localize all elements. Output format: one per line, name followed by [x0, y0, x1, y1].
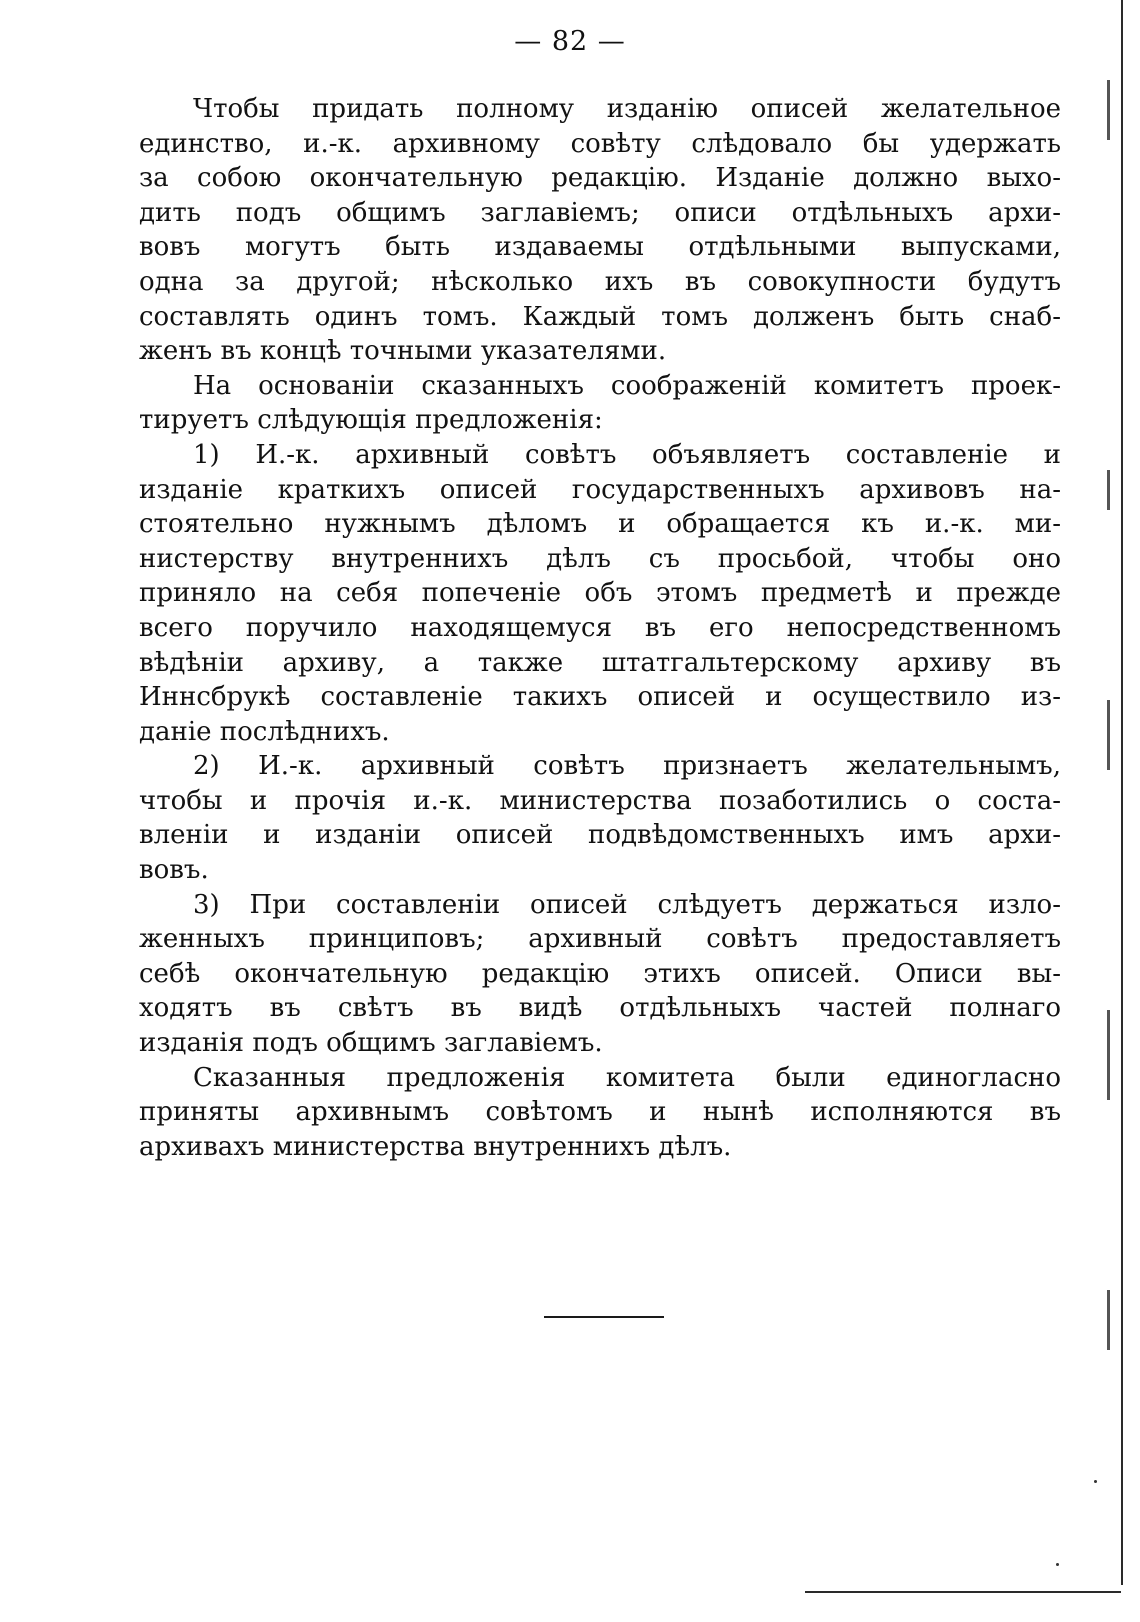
text-line: вовъ могутъ быть издаваемы отдѣльными выпусками,: [139, 232, 1061, 263]
text-line: 2) И.-к. архивный совѣтъ признаетъ желательнымъ,: [193, 751, 1061, 782]
text-line: вѣдѣніи архиву, а также штатгальтерскому архиву въ: [139, 647, 1061, 678]
text-line: На основаніи сказанныхъ соображеній комитетъ проек-: [193, 370, 1061, 401]
text-line: женъ въ концѣ точными указателями.: [139, 336, 667, 367]
section-end-rule: [544, 1316, 664, 1318]
proposal-item-3: [139, 888, 1061, 1061]
text-line: себѣ окончательную редакцію этихъ описей. Описи вы-: [139, 958, 1061, 989]
text-line: приняты архивнымъ совѣтомъ и нынѣ исполняются въ: [139, 1097, 1061, 1128]
text-line: Иннсбрукѣ составленіе такихъ описей и осуществило из-: [139, 682, 1061, 713]
proposal-item-2: [139, 749, 1061, 887]
paragraph-committee-proposals: [139, 369, 1061, 438]
paragraph-adoption: [139, 1061, 1061, 1165]
text-line: Чтобы придать полному изданію описей желательное: [193, 94, 1061, 124]
text-line: за собою окончательную редакцію. Изданіе должно выхо-: [139, 163, 1061, 194]
scan-dot: [1094, 1480, 1097, 1483]
text-line: 3) При составленіи описей слѣдуетъ держаться изло-: [193, 889, 1061, 920]
text-line: женныхъ принциповъ; архивный совѣтъ предоставляетъ: [139, 924, 1061, 955]
text-line: приняло на себя попеченіе объ этомъ предметѣ и прежде: [139, 578, 1061, 609]
scan-tick: [1107, 80, 1110, 140]
text-line: 1) И.-к. архивный совѣтъ объявляетъ составленіе и: [193, 439, 1061, 470]
proposal-item-1: [139, 438, 1061, 749]
text-line: дить подъ общимъ заглавіемъ; описи отдѣльныхъ архи-: [139, 197, 1061, 228]
text-line: чтобы и прочія и.-к. министерства позаботились о соста-: [139, 785, 1061, 816]
text-line: всего поручило находящемуся въ его непосредственномъ: [139, 612, 1061, 643]
scan-dot: [1056, 1563, 1059, 1566]
body-text: [139, 92, 1061, 1164]
text-line: изданія подъ общимъ заглавіемъ.: [139, 1028, 603, 1059]
text-line: единство, и.-к. архивному совѣту слѣдовало бы удержать: [139, 128, 1061, 159]
text-line: вовъ.: [139, 855, 209, 886]
scan-tick: [1107, 1290, 1110, 1350]
text-line: тируетъ слѣдующія предложенія:: [139, 405, 603, 436]
scan-edge-right: [1121, 0, 1123, 1585]
scan-tick: [1107, 700, 1110, 770]
text-line: вленіи и изданіи описей подвѣдомственныхъ имъ архи-: [139, 820, 1061, 851]
text-line: изданіе краткихъ описей государственныхъ архивовъ на-: [139, 474, 1061, 505]
text-line: Сказанныя предложенія комитета были единогласно: [193, 1062, 1061, 1093]
text-line: даніе послѣднихъ.: [139, 716, 390, 747]
text-line: архивахъ министерства внутреннихъ дѣлъ.: [139, 1131, 732, 1162]
text-line: стоятельно нужнымъ дѣломъ и обращается къ и.-к. ми-: [139, 509, 1061, 540]
text-line: одна за другой; нѣсколько ихъ въ совокупности будутъ: [139, 266, 1061, 297]
scan-edge-bottom: [805, 1591, 1121, 1593]
page-number: — 82 —: [514, 26, 626, 57]
text-line: ходятъ въ свѣтъ въ видѣ отдѣльныхъ частей полнаго: [139, 993, 1061, 1024]
text-line: нистерству внутреннихъ дѣлъ съ просьбой, чтобы оно: [139, 543, 1061, 574]
text-line: составлять одинъ томъ. Каждый томъ долженъ быть снаб-: [139, 301, 1061, 332]
scan-tick: [1107, 1010, 1110, 1100]
scan-tick: [1107, 470, 1110, 510]
paragraph-editorial-unity: [139, 92, 1061, 369]
